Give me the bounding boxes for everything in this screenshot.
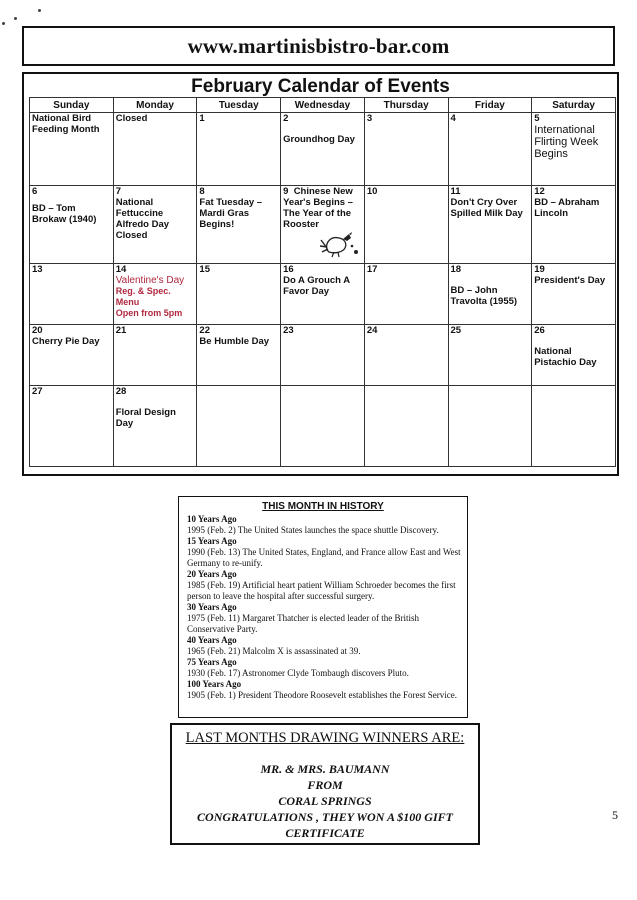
website-url[interactable]: www.martinisbistro-bar.com <box>187 34 450 58</box>
history-entry <box>187 569 467 602</box>
day-number: 5 <box>534 113 540 124</box>
event-text: Year's Begins – <box>283 197 353 208</box>
calendar-week <box>30 264 616 325</box>
day-cell <box>197 186 281 264</box>
day-cell <box>281 186 365 264</box>
day-number: 2 <box>283 113 289 124</box>
day-number: 9 <box>283 186 289 197</box>
day-number: 27 <box>32 386 43 397</box>
event-text: Favor Day <box>283 286 330 297</box>
history-text: 1905 (Feb. 1) President Theodore Roosevelt establishes the Forest Service. <box>187 690 458 700</box>
history-years-ago: 30 Years Ago <box>187 602 237 612</box>
day-cell <box>113 113 197 186</box>
event-text: National <box>115 197 154 208</box>
event-text: Chinese New <box>293 186 353 197</box>
event-text: Begins <box>534 148 568 160</box>
history-entry <box>187 679 467 701</box>
day-cell <box>30 186 114 264</box>
day-cell <box>281 386 365 467</box>
event-text: Fettuccine <box>115 208 164 219</box>
event-text: Travolta (1955) <box>450 296 518 307</box>
weekday-header: Monday <box>113 98 197 113</box>
day-cell <box>197 113 281 186</box>
day-number: 22 <box>199 325 210 336</box>
day-cell <box>364 264 448 325</box>
winners-announcement <box>172 761 478 841</box>
event-text: National Bird <box>32 113 92 124</box>
weekday-header: Friday <box>448 98 532 113</box>
event-text: Do A Grouch A <box>283 275 351 286</box>
event-text: National <box>534 346 572 357</box>
day-cell <box>532 386 616 467</box>
day-number: 6 <box>32 186 38 197</box>
day-number: 1 <box>199 113 205 124</box>
calendar-week <box>30 186 616 264</box>
event-text: BD – Abraham <box>534 197 600 208</box>
day-cell <box>364 186 448 264</box>
scan-speck <box>14 17 17 20</box>
page-number: 5 <box>612 808 618 822</box>
event-text: Lincoln <box>534 208 568 219</box>
day-number: 28 <box>115 386 127 397</box>
history-box <box>178 496 468 718</box>
day-cell <box>281 264 365 325</box>
history-text: 1990 (Feb. 13) The United States, England, and France allow East and West Germany to re-unify. <box>187 547 461 568</box>
event-text: Brokaw (1940) <box>32 214 97 225</box>
day-cell <box>113 325 197 386</box>
day-cell <box>448 386 532 467</box>
event-text: Floral Design Day <box>115 407 176 429</box>
history-years-ago: 75 Years Ago <box>187 657 237 667</box>
event-text: Rooster <box>283 219 320 230</box>
history-entry <box>187 602 467 635</box>
history-years-ago: 40 Years Ago <box>187 635 237 645</box>
day-cell <box>532 325 616 386</box>
day-cell <box>113 386 197 467</box>
day-cell <box>30 325 114 386</box>
day-number: 20 <box>32 325 43 336</box>
day-cell <box>364 325 448 386</box>
day-number: 16 <box>283 264 294 275</box>
history-text: 1975 (Feb. 11) Margaret Thatcher is elected leader of the British Conservative Party. <box>187 613 420 634</box>
day-number: 7 <box>115 186 121 197</box>
day-cell <box>448 264 532 325</box>
day-cell <box>448 325 532 386</box>
day-number: 10 <box>366 186 378 197</box>
day-cell <box>448 186 532 264</box>
day-cell <box>532 264 616 325</box>
event-text: BD – John <box>450 285 498 296</box>
day-number: 17 <box>366 264 378 275</box>
event-text: Reg. & Spec. Menu <box>115 286 171 307</box>
history-years-ago: 100 Years Ago <box>187 679 242 689</box>
event-text <box>283 186 362 197</box>
weekday-header: Tuesday <box>197 98 281 113</box>
event-text: International <box>534 124 595 136</box>
winners-line: CONGRATULATIONS , THEY WON A $100 GIFT <box>197 810 453 824</box>
event-text: Closed <box>115 113 148 124</box>
event-text: Be Humble Day <box>199 336 270 347</box>
calendar-grid <box>29 97 616 467</box>
history-entry <box>187 536 467 569</box>
day-cell <box>532 186 616 264</box>
calendar-week <box>30 325 616 386</box>
day-cell <box>448 113 532 186</box>
day-number: 24 <box>366 325 378 336</box>
event-text: Groundhog Day <box>283 134 355 145</box>
winners-box <box>170 723 480 845</box>
calendar-title: February Calendar of Events <box>191 76 450 97</box>
winners-title: LAST MONTHS DRAWING WINNERS ARE: <box>185 730 465 746</box>
history-text: 1985 (Feb. 19) Artificial heart patient William Schroeder becomes the first person to leave the hospital after successful surgery. <box>187 580 456 601</box>
event-text: Fat Tuesday – <box>199 197 263 208</box>
history-title: THIS MONTH IN HISTORY <box>262 501 384 512</box>
history-entry <box>187 657 467 679</box>
day-number: 8 <box>199 186 205 197</box>
day-cell <box>30 113 114 186</box>
day-number: 23 <box>283 325 294 336</box>
calendar-week <box>30 386 616 467</box>
day-number: 15 <box>199 264 210 275</box>
weekday-header: Saturday <box>532 98 616 113</box>
scan-speck <box>2 22 5 25</box>
event-text: Mardi Gras <box>199 208 250 219</box>
event-text: Feeding Month <box>32 124 100 135</box>
winners-line: CORAL SPRINGS <box>278 794 372 808</box>
event-text: Cherry Pie Day <box>32 336 100 347</box>
winners-line: FROM <box>307 778 343 792</box>
day-cell <box>364 386 448 467</box>
day-cell <box>197 386 281 467</box>
day-cell <box>113 186 197 264</box>
day-number: 21 <box>115 325 127 336</box>
day-cell <box>281 113 365 186</box>
day-number: 14 <box>115 264 127 275</box>
winners-line: CERTIFICATE <box>285 826 365 840</box>
day-number: 12 <box>534 186 545 197</box>
day-number: 19 <box>534 264 545 275</box>
history-text: 1995 (Feb. 2) The United States launches the space shuttle Discovery. <box>187 525 439 535</box>
history-list <box>187 514 467 701</box>
event-text: Closed <box>115 230 148 241</box>
day-number: 18 <box>450 264 462 275</box>
history-text: 1965 (Feb. 21) Malcolm X is assassinated at 39. <box>187 646 361 656</box>
website-banner <box>22 26 615 66</box>
winners-line: MR. & MRS. BAUMANN <box>260 762 390 776</box>
day-cell <box>30 386 114 467</box>
day-cell <box>281 325 365 386</box>
weekday-header: Thursday <box>364 98 448 113</box>
history-text: 1930 (Feb. 17) Astronomer Clyde Tombaugh discovers Pluto. <box>187 668 409 678</box>
event-text: Open from 5pm <box>115 308 183 318</box>
day-number: 4 <box>450 113 456 124</box>
calendar-week <box>30 113 616 186</box>
event-text: Spilled Milk Day <box>450 208 523 219</box>
event-text: BD – Tom <box>32 203 76 214</box>
day-number: 11 <box>450 186 461 197</box>
history-entry <box>187 635 467 657</box>
weekday-header: Wednesday <box>281 98 365 113</box>
rooster-clipart <box>319 230 361 258</box>
event-text: Valentine's Day <box>115 275 185 286</box>
event-text: Don't Cry Over <box>450 197 518 208</box>
day-number: 13 <box>32 264 43 275</box>
day-number: 26 <box>534 325 545 336</box>
history-years-ago: 15 Years Ago <box>187 536 237 546</box>
event-text: Pistachio Day <box>534 357 597 368</box>
day-cell <box>197 325 281 386</box>
day-cell <box>532 113 616 186</box>
history-entry <box>187 514 467 536</box>
day-cell <box>364 113 448 186</box>
weekday-header: Sunday <box>30 98 114 113</box>
history-years-ago: 20 Years Ago <box>187 569 237 579</box>
event-text: The Year of the <box>283 208 352 219</box>
day-cell <box>30 264 114 325</box>
day-cell <box>197 264 281 325</box>
day-cell <box>113 264 197 325</box>
day-number: 25 <box>450 325 462 336</box>
event-text: Flirting Week <box>534 136 599 148</box>
scan-speck <box>38 9 41 12</box>
event-text: Begins! <box>199 219 235 230</box>
weekday-header-row <box>30 98 616 113</box>
event-text: Alfredo Day <box>115 219 170 230</box>
event-text: President's Day <box>534 275 606 286</box>
history-years-ago: 10 Years Ago <box>187 514 237 524</box>
day-number: 3 <box>366 113 373 124</box>
